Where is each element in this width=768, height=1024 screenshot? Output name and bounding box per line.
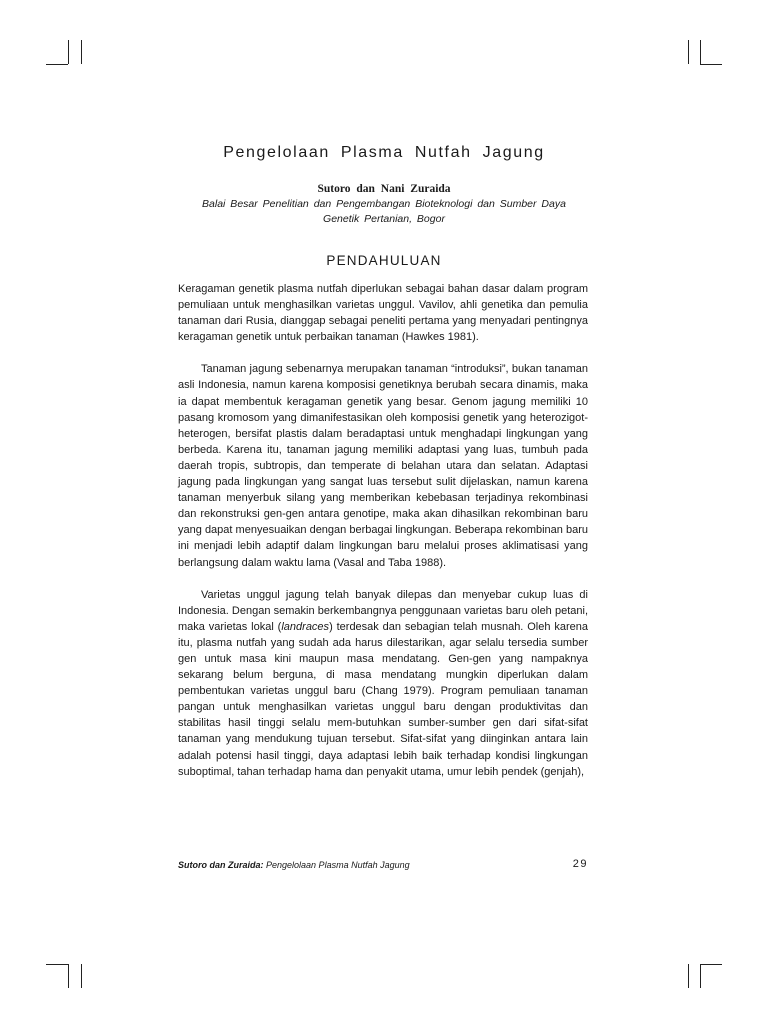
crop-mark-top-right-h <box>700 64 722 65</box>
crop-mark-top-left-v1 <box>68 40 69 64</box>
author-affiliation <box>0 197 768 226</box>
crop-mark-bottom-left-h <box>46 964 68 965</box>
article-title: Pengelolaan Plasma Nutfah Jagung <box>223 144 545 161</box>
paragraph-3-italic-term: landraces <box>281 620 330 633</box>
footer-separator: : <box>260 860 264 870</box>
crop-mark-top-right-v2 <box>700 40 701 64</box>
footer-authors: Sutoro dan Zuraida <box>178 860 261 870</box>
crop-mark-bottom-left-v1 <box>68 964 69 988</box>
crop-mark-bottom-right-v2 <box>700 964 701 988</box>
paragraph-2: Tanaman jagung sebenarnya merupakan tanaman “introduksi”, bukan tanaman asli Indonesia, namun karena komposisi genetiknya berubah secara dinamis, maka ia dapat membentuk keragaman genetik yang besar. Genom jagung memiliki 10 pasang kromosom yang dimanifestasikan oleh komposisi genetik yang heterozigot-heterogen, bersifat plastis dalam beradaptasi untuk menghadapi lingkungan yang berbeda. Karena itu, tanaman jagung memiliki adaptasi yang luas, tumbuh pada daerah tropis, subtropis, dan temperate di belahan utara dan selatan. Adaptasi jagung pada lingkungan yang sangat luas tersebut sulit dijelaskan, namun karena tanaman menyerbuk silang yang memberikan kebebasan terjadinya rekombinasi dan rekonstruksi gen-gen antara genotipe, maka akan dihasilkan rekombinan baru yang dapat menyesuaikan dengan berbagai lingkungan. Beberapa rekombinan baru ini menjadi lebih adaptif dalam lingkungan baru melalui proses aklimatisasi yang berlangsung dalam waktu lama (Vasal and Taba 1988). <box>178 363 588 569</box>
paragraph-3-part-1: Varietas unggul jagung telah banyak dilepas dan menyebar cukup luas di Indonesia. Dengan semakin berkembangnya penggunaan varietas baru oleh petani, maka varietas lokal ( <box>178 588 588 633</box>
article-body <box>178 281 588 796</box>
crop-mark-top-right-v1 <box>688 40 689 64</box>
article-authors: Sutoro dan Nani Zuraida <box>317 183 451 195</box>
crop-mark-bottom-right-v1 <box>688 964 689 988</box>
affiliation-line-2: Genetik Pertanian, Bogor <box>323 212 445 225</box>
crop-mark-bottom-left-v2 <box>81 964 82 988</box>
crop-mark-bottom-right-h <box>700 964 722 965</box>
crop-mark-top-left-v2 <box>81 40 82 64</box>
paragraph-1: Keragaman genetik plasma nutfah diperlukan sebagai bahan dasar dalam program pemuliaan untuk menghasilkan varietas unggul. Vavilov, ahli genetika dan pemulia tanaman dari Rusia, dianggap sebagai peneliti pertama yang menyadari pentingnya keragaman genetik untuk perbaikan tanaman (Hawkes 1981). <box>178 283 588 344</box>
running-footer <box>178 860 410 870</box>
section-heading: PENDAHULUAN <box>326 253 442 268</box>
crop-mark-top-left-h <box>46 64 68 65</box>
paragraph-3-part-2: ) terdesak dan sebagian telah musnah. Oleh karena itu, plasma nutfah yang sudah ada harus dilestarikan, agar selalu tersedia sumber gen untuk masa kini maupun masa mendatang. Gen-gen yang nampaknya sekarang belum berguna, di masa mendatang mungkin diperlukan dalam pembentukan varietas unggul baru (Chang 1979). Program pemuliaan tanaman pangan untuk menghasilkan varietas unggul baru dengan produktivitas dan stabilitas hasil tinggi selalu mem-butuhkan sumber-sumber gen dari sifat-sifat tanaman yang mendukung tujuan tersebut. Sifat-sifat yang diinginkan antara lain adalah potensi hasil tinggi, daya adaptasi lebih baik terhadap kondisi lingkungan suboptimal, tahan terhadap hama dan penyakit utama, umur lebih pendek (genjah), <box>178 620 588 778</box>
paragraph-3 <box>178 587 588 780</box>
footer-title: Pengelolaan Plasma Nutfah Jagung <box>263 860 410 870</box>
affiliation-line-1: Balai Besar Penelitian dan Pengembangan Bioteknologi dan Sumber Daya <box>202 198 566 210</box>
page-number: 29 <box>572 858 588 870</box>
